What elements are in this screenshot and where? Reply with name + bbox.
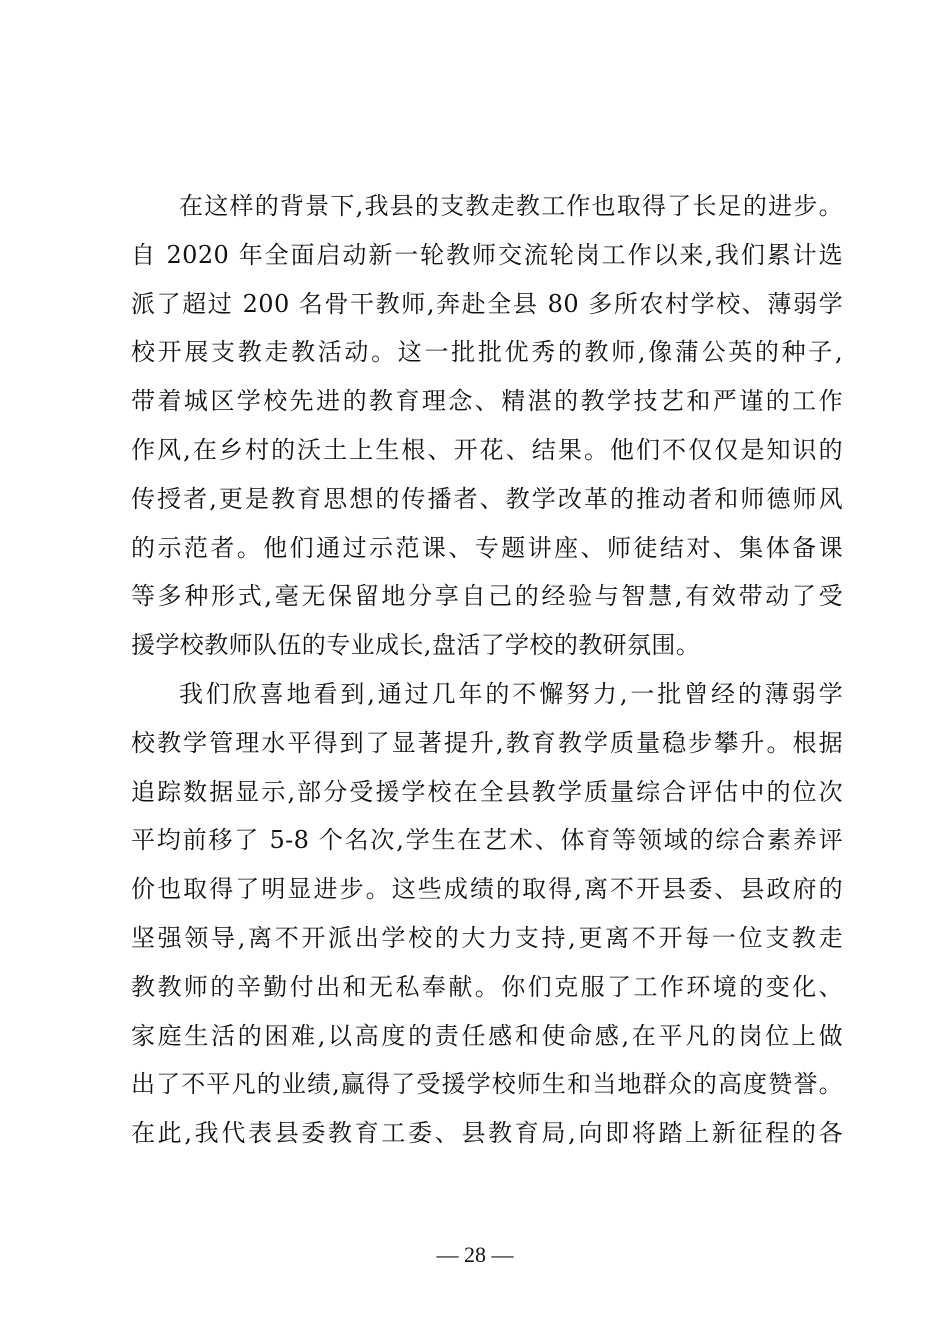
paragraph-1-line-9: 等多种形式,毫无保留地分享自己的经验与智慧,有效带动了受 [131, 582, 843, 611]
paragraph-2-line-1: 我们欣喜地看到,通过几年的不懈努力,一批曾经的薄弱学 [179, 679, 843, 708]
paragraph-2-line-4: 平均前移了 5-8 个名次,学生在艺术、体育等领域的综合素养评 [131, 826, 843, 855]
paragraph-1-line-2: 自 2020 年全面启动新一轮教师交流轮岗工作以来,我们累计选 [131, 240, 843, 269]
paragraph-2-line-10: 在此,我代表县委教育工委、县教育局,向即将踏上新征程的各 [131, 1119, 843, 1148]
paragraph-1-line-6: 作风,在乡村的沃土上生根、开花、结果。他们不仅仅是知识的 [131, 435, 843, 464]
paragraph-1-line-8: 的示范者。他们通过示范课、专题讲座、师徒结对、集体备课 [131, 533, 843, 562]
paragraph-2-line-5: 价也取得了明显进步。这些成绩的取得,离不开县委、县政府的 [131, 875, 843, 904]
paragraph-1-line-7: 传授者,更是教育思想的传播者、教学改革的推动者和师德师风 [131, 484, 843, 513]
paragraph-1-line-1: 在这样的背景下,我县的支教走教工作也取得了长足的进步。 [179, 192, 843, 220]
paragraph-1-line-10: 援学校教师队伍的专业成长,盘活了学校的教研氛围。 [131, 631, 701, 660]
paragraph-2-line-2: 校教学管理水平得到了显著提升,教育教学质量稳步攀升。根据 [131, 728, 843, 757]
paragraph-2-line-3: 追踪数据显示,部分受援学校在全县教学质量综合评估中的位次 [131, 777, 843, 806]
paragraph-1-line-3: 派了超过 200 名骨干教师,奔赴全县 80 多所农村学校、薄弱学 [131, 289, 843, 318]
paragraph-1-line-5: 带着城区学校先进的教育理念、精湛的教学技艺和严谨的工作 [131, 387, 843, 416]
paragraph-2-line-9: 出了不平凡的业绩,赢得了受援学校师生和当地群众的高度赞誉。 [131, 1070, 843, 1099]
page-number: — 28 — [436, 1242, 514, 1267]
body-text [131, 188, 843, 1164]
paragraph-1-line-4: 校开展支教走教活动。这一批批优秀的教师,像蒲公英的种子, [131, 338, 843, 367]
paragraph-2-line-7: 教教师的辛勤付出和无私奉献。你们克服了工作环境的变化、 [131, 972, 843, 1001]
paragraph-2-line-6: 坚强领导,离不开派出学校的大力支持,更离不开每一位支教走 [131, 923, 843, 952]
paragraph-2-line-8: 家庭生活的困难,以高度的责任感和使命感,在平凡的岗位上做 [131, 1021, 843, 1050]
